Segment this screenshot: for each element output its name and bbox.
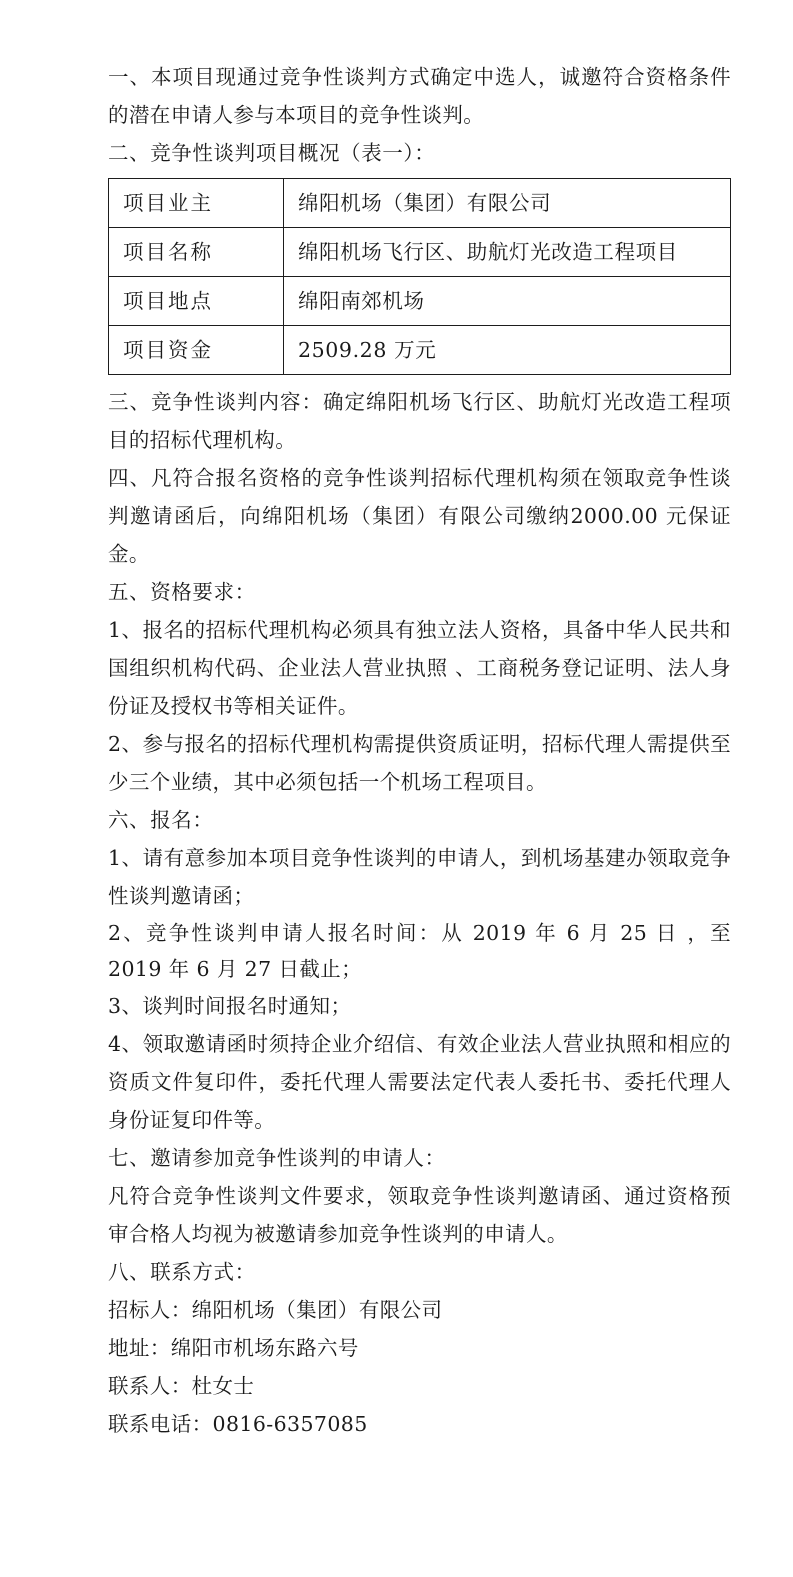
paragraph-item-3: 三、竞争性谈判内容：确定绵阳机场飞行区、助航灯光改造工程项目的招标代理机构。 xyxy=(108,390,731,452)
paragraph-item-6: 1、报名的招标代理机构必须具有独立法人资格，具备中华人民共和国组织机构代码、企业法人营业执照 、工商税务登记证明、法人身份证及授权书等相关证件。 xyxy=(108,618,731,718)
paragraph-item-12: 4、领取邀请函时须持企业介绍信、有效企业法人营业执照和相应的资质文件复印件，委托代理人需要法定代表人委托书、委托代理人身份证复印件等。 xyxy=(108,1032,731,1132)
table-row xyxy=(109,179,731,228)
paragraph-item-5: 五、资格要求： xyxy=(108,580,256,604)
paragraph-item-11: 3、谈判时间报名时通知； xyxy=(108,994,352,1018)
paragraph-item-10: 2、竞争性谈判申请人报名时间：从 2019 年 6 月 25 日 ，至 2019 年 6 月 27 日截止； xyxy=(108,921,731,981)
project-overview-table xyxy=(108,178,731,375)
table-row xyxy=(109,326,731,375)
paragraph-item-14: 凡符合竞争性谈判文件要求，领取竞争性谈判邀请函、通过资格预审合格人均视为被邀请参加竞争性谈判的申请人。 xyxy=(108,1184,731,1246)
table-row xyxy=(109,228,731,277)
project-overview-table-wrap xyxy=(108,178,731,375)
paragraph-item-2: 二、竞争性谈判项目概况（表一）： xyxy=(108,141,436,165)
table-cell-value: 绵阳南郊机场 xyxy=(284,277,731,326)
paragraph-item-1: 一、本项目现通过竞争性谈判方式确定中选人，诚邀符合资格条件的潜在申请人参与本项目的竞争性谈判。 xyxy=(108,65,731,127)
table-cell-key: 项目名称 xyxy=(109,228,284,277)
table-cell-key: 项目业主 xyxy=(109,179,284,228)
paragraph-item-7: 2、参与报名的招标代理机构需提供资质证明，招标代理人需提供至少三个业绩，其中必须包括一个机场工程项目。 xyxy=(108,732,731,794)
table-cell-value: 绵阳机场（集团）有限公司 xyxy=(284,179,731,228)
paragraph-item-8: 六、报名： xyxy=(108,808,214,832)
paragraph-item-9: 1、请有意参加本项目竞争性谈判的申请人，到机场基建办领取竞争性谈判邀请函； xyxy=(108,846,731,908)
table-row xyxy=(109,277,731,326)
table-cell-key: 项目地点 xyxy=(109,277,284,326)
paragraph-item-13: 七、邀请参加竞争性谈判的申请人： xyxy=(108,1146,446,1170)
paragraph-item-4: 四、凡符合报名资格的竞争性谈判招标代理机构须在领取竞争性谈判邀请函后，向绵阳机场（集团）有限公司缴纳2000.00 元保证金。 xyxy=(108,466,731,566)
contact-person: 联系人：杜女士 xyxy=(108,1374,255,1398)
table-cell-value: 绵阳机场飞行区、助航灯光改造工程项目 xyxy=(284,228,731,277)
contact-address: 地址：绵阳市机场东路六号 xyxy=(108,1336,359,1360)
contact-phone: 联系电话：0816-6357085 xyxy=(108,1412,368,1436)
table-cell-value: 2509.28 万元 xyxy=(284,326,731,375)
table-cell-key: 项目资金 xyxy=(109,326,284,375)
contact-tenderer: 招标人：绵阳机场（集团）有限公司 xyxy=(108,1298,443,1322)
paragraph-item-15: 八、联系方式： xyxy=(108,1260,256,1284)
